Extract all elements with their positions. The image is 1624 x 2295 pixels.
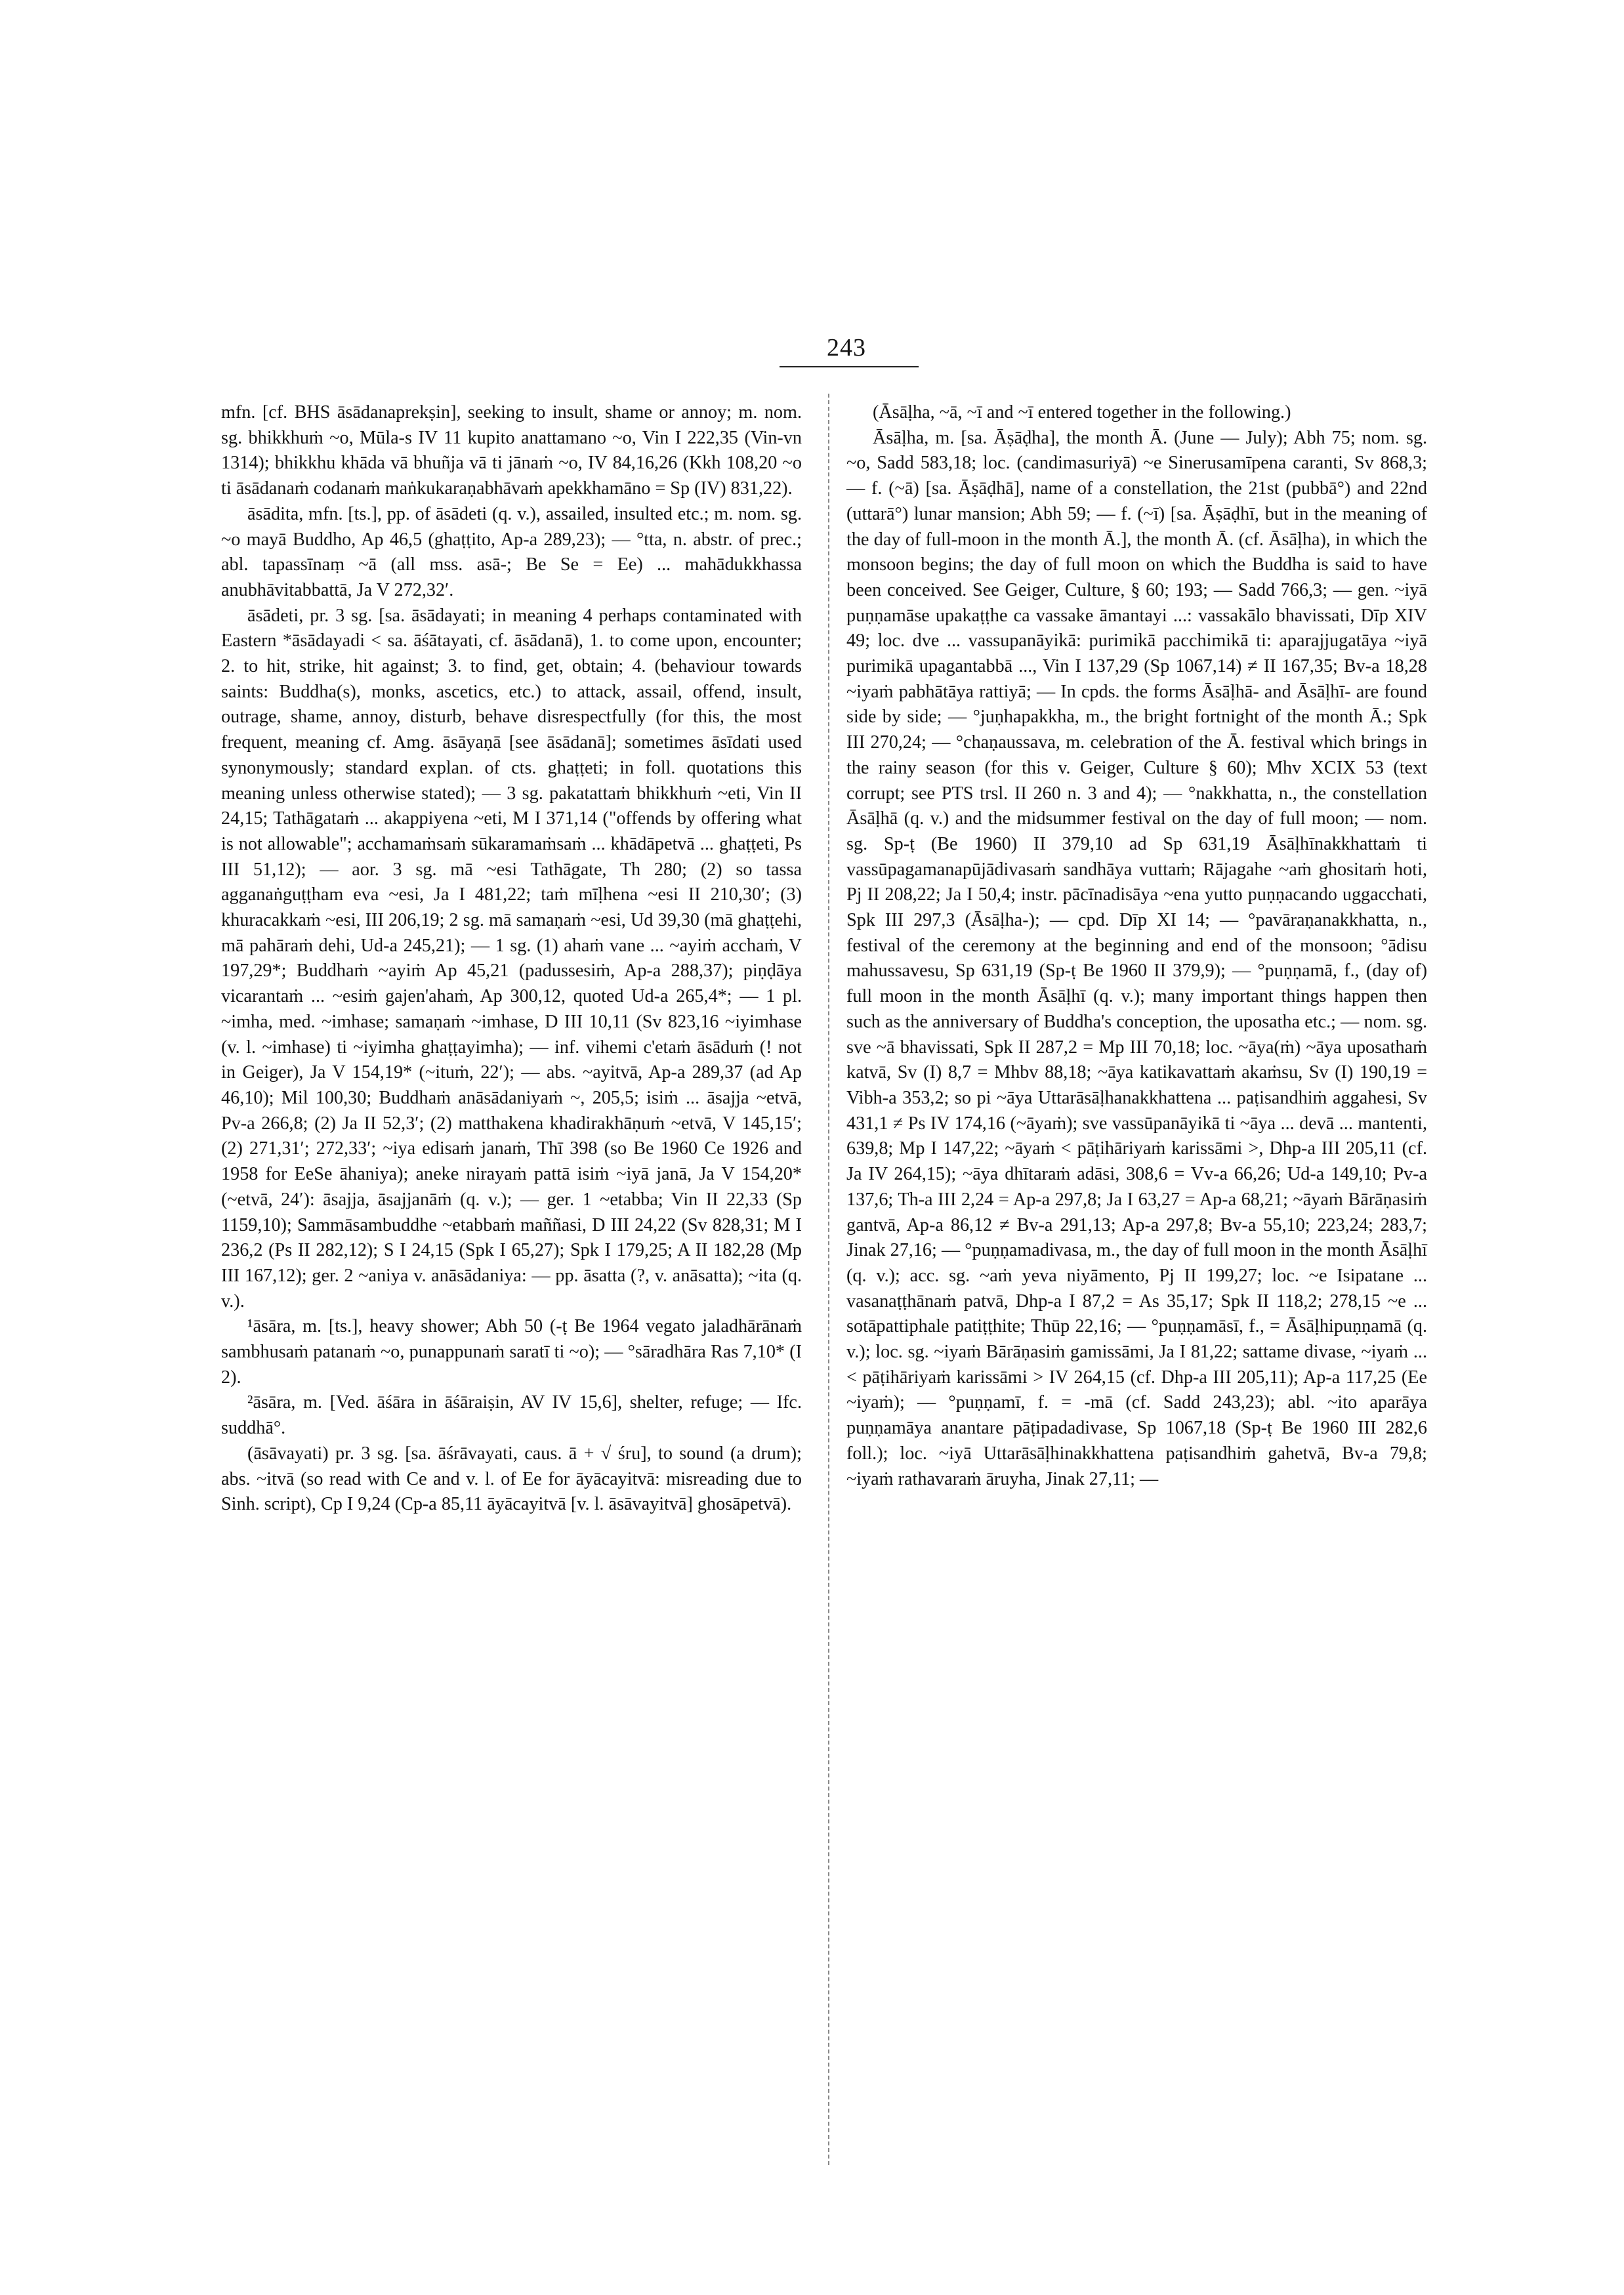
entry-asalha-note: (Āsāḷha, ~ā, ~ī and ~ī entered together in the following.) — [873, 402, 1291, 423]
left-column — [221, 400, 802, 1518]
page-number-rule — [780, 366, 919, 367]
entry-continuation: mfn. [cf. BHS āsādanaprekṣin], seeking to insult, shame or annoy; m. nom. sg. bhikkhuṁ ~o, Mūla-s IV 11 kupito anattamano ~o, Vin I 222,35 (Vin-vn 1314); bhikkhu khāda vā bhuñja vā ti jānaṁ ~o, IV 84,16,26 (Kkh 108,20 ~o ti āsādanaṁ codanaṁ maṅkukaraṇabhāvaṁ apekkhamāno = Sp (IV) 831,22). — [221, 402, 802, 499]
entry-asadita: āsādita, mfn. [ts.], pp. of āsādeti (q. v.), assailed, insulted etc.; m. nom. sg. ~o mayā Buddho, Ap 46,5 (ghaṭṭito, Ap-a 289,23); — °tta, n. abstr. of prec.; abl. tapassīnaṃ ~ā (all mss. asā-; Be Se = Ee) ... mahādukkhassa anubhāvitabbattā, Ja V 272,32′. — [221, 503, 802, 600]
entry-asadeti: āsādeti, pr. 3 sg. [sa. āsādayati; in meaning 4 perhaps contaminated with Eastern *āsādayadi < sa. āśātayati, cf. āsādanā), 1. to come upon, encounter; 2. to hit, strike, hit against; 3. to find, get, obtain; 4. (behaviour towards saints: Buddha(s), monks, ascetics, etc.) to attack, assail, offend, insult, outrage, shame, annoy, disturb, behave disrespectfully (for this, the most frequent, meaning cf. Amg. āsāyaṇā [see āsādanā]; sometimes āsīdati used synonymously; standard explan. of cts. ghaṭṭeti; in foll. quotations this meaning unless otherwise stated); — 3 sg. pakatattaṁ bhikkhuṁ ~eti, Vin II 24,15; Tathāgataṁ ... akappiyena ~eti, M I 371,14 ("offends by offering what is not allowable"; acchamaṁsaṁ sūkaramaṁsaṁ ... khādāpetvā ... ghaṭṭeti, Ps III 51,12); — aor. 3 sg. mā ~esi Tathāgate, Th 280; (2) so tassa agganaṅguṭṭham eva ~esi, Ja I 481,22; taṁ mīḷhena ~esi II 210,30′; (3) khuracakkaṁ ~esi, III 206,19; 2 sg. mā samaṇaṁ ~esi, Ud 39,30 (mā ghaṭṭehi, mā pahāraṁ dehi, Ud-a 245,21); — 1 sg. (1) ahaṁ vane ... ~ayiṁ acchaṁ, V 197,29*; Buddhaṁ ~ayiṁ Ap 45,21 (padussesiṁ, Ap-a 288,37); piṇḍāya vicarantaṁ ... ~esiṁ gajen'ahaṁ, Ap 300,12, quoted Ud-a 265,4*; — 1 pl. ~imha, med. ~imhase; samaṇaṁ ~imhase, D III 10,11 (Sv 823,16 ~iyimhase (v. l. ~imhase) ti ~iyimha ghaṭṭayimha); — inf. vihemi c'etaṁ āsāduṁ (! not in Geiger), Ja V 154,19* (~ituṁ, 22′); — abs. ~ayitvā, Ap-a 289,37 (ad Ap 46,10); Mil 100,30; Buddhaṁ anāsādaniyaṁ ~, 205,5; isiṁ ... āsajja ~etvā, Pv-a 266,8; (2) Ja II 52,3′; (2) matthakena khadirakhāṇuṁ ~etvā, V 145,15′; (2) 271,31′; 272,33′; ~iya edisaṁ janaṁ, Thī 398 (so Be 1960 Ce 1926 and 1958 for EeSe āhaniya); aneke nirayaṁ pattā isiṁ ~iyā janā, Ja V 154,20* (~etvā, 24′): āsajja, āsajjanāṁ (q. v.); — ger. 1 ~etabba; Vin II 22,33 (Sp 1159,10); Sammāsambuddhe ~etabbaṁ maññasi, D III 24,22 (Sv 828,31; M I 236,2 (Ps II 282,12); S I 24,15 (Spk I 65,27); Spk I 179,25; A II 182,28 (Mp III 167,12); ger. 2 ~aniya v. anāsādaniya: — pp. āsatta (?, v. anāsatta); ~ita (q. v.). — [221, 605, 802, 1312]
page-number: 243 — [827, 334, 866, 362]
entry-asavayati: (āsāvayati) pr. 3 sg. [sa. āśrāvayati, caus. ā + √ śru], to sound (a drum); abs. ~itvā (so read with Ce and v. l. of Ee for āyācayitvā: misreading due to Sinh. script), Cp I 9,24 (Cp-a 85,11 āyācayitvā [v. l. āsāvayitvā] ghosāpetvā). — [221, 1443, 802, 1515]
entry-asara-1: ¹āsāra, m. [ts.], heavy shower; Abh 50 (-ṭ Be 1964 vegato jaladhārānaṁ sambhusaṁ patanaṁ ~o, punappunaṁ saratī ti ~o); — °sāradhāra Ras 7,10* (I 2). — [221, 1316, 802, 1388]
entry-asara-2: ²āsāra, m. [Ved. āśāra in āśāraiṣin, AV IV 15,6], shelter, refuge; — Ifc. suddhā°. — [221, 1392, 802, 1439]
column-divider — [828, 394, 831, 2165]
right-column — [846, 400, 1427, 1492]
entry-asalha: Āsāḷha, m. [sa. Āṣāḍha], the month Ā. (June — July); Abh 75; nom. sg. ~o, Sadd 583,18; loc. (candimasuriyā) ~e Sinerusamīpena caranti, Sv 868,3; — f. (~ā) [sa. Āṣāḍhā], name of a constellation, the 21st (pubbā°) and 22nd (uttarā°) lunar mansion; Abh 59; — f. (~ī) [sa. Āṣāḍhī, but in the meaning of the day of full-moon in the month Ā.], the month Ā. (cf. Āsāḷha), in which the monsoon begins; the day of full moon on which the Buddha is said to have been conceived. See Geiger, Culture, § 60; 193; — Sadd 766,3; — gen. ~iyā puṇṇamāse upakaṭṭhe ca vassake āmantayi ...: vassakālo bhavissati, Dīp XIV 49; loc. dve ... vassupanāyikā: purimikā pacchimikā ti: aparajjugatāya ~iyā purimikā upagantabbā ..., Vin I 137,29 (Sp 1067,14) ≠ II 167,35; Bv-a 18,28 ~iyaṁ pabhātāya rattiyā; — In cpds. the forms Āsāḷhā- and Āsāḷhī- are found side by side; — °juṇhapakkha, m., the bright fortnight of the month Ā.; Spk III 270,24; — °chaṇaussava, m. celebration of the Ā. festival which brings in the rainy season (for this v. Geiger, Culture § 60); Mhv XCIX 53 (text corrupt; see PTS trsl. II 260 n. 3 and 4); — °nakkhatta, n., the constellation Āsāḷhā (q. v.) and the midsummer festival on the day of full moon; — nom. sg. Sp-ṭ (Be 1960) II 379,10 ad Sp 631,19 Āsāḷhīnakkhattaṁ ti vassūpagamanapūjādivasaṁ sandhāya vuttaṁ; Rājagahe ~aṁ ghositaṁ hoti, Pj II 208,22; Ja I 50,4; instr. pācīnadisāya ~ena yutto puṇṇacando uggacchati, Spk III 297,3 (Āsāḷha-); — cpd. Dīp XI 14; — °pavāraṇanakkhatta, n., festival of the ceremony at the beginning and end of the monsoon; °ādisu mahussavesu, Sp 631,19 (Sp-ṭ Be 1960 II 379,9); — °puṇṇamā, f., (day of) full moon in the month Āsāḷhī (q. v.); many important things happen then such as the anniversary of Buddha's conception, the uposatha etc.; — nom. sg. sve ~ā bhavissati, Spk II 287,2 = Mp III 70,18; loc. ~āya(ṁ) ~āya uposathaṁ katvā, Sv (I) 8,7 = Mhbv 88,18; ~āya katikavattaṁ akaṁsu, Sv (I) 190,19 = Vibh-a 353,2; so pi ~āya Uttarāsāḷhanakkhattena ... paṭisandhiṁ aggahesi, Sv 431,1 ≠ Ps IV 174,16 (~āyaṁ); sve vassūpanāyikā ti ~āya ... devā ... mantenti, 639,8; Mp I 147,22; ~āyaṁ < pāṭihāriyaṁ karissāmi >, Dhp-a III 205,11 (cf. Ja IV 264,15); ~āya dhītaraṁ adāsi, 308,6 = Vv-a 66,26; Ud-a 149,10; Pv-a 137,6; Th-a III 2,24 = Ap-a 297,8; Ja I 63,27 = Ap-a 68,21; ~āyaṁ Bārāṇasiṁ gantvā, Ap-a 86,12 ≠ Bv-a 291,13; Ap-a 297,8; Bv-a 55,10; 223,24; 283,7; Jinak 27,16; — °puṇṇamadivasa, m., the day of full moon in the month Āsāḷhī (q. v.); acc. sg. ~aṁ yeva niyāmento, Pj II 199,27; loc. ~e Isipatane ... vasanaṭṭhānaṁ patvā, Dhp-a I 87,2 = As 35,17; Spk II 118,2; 278,15 ~e ... sotāpattiphale patiṭṭhite; Thūp 22,16; — °puṇṇamāsī, f., = Āsāḷhipuṇṇamā (q. v.); loc. sg. ~iyaṁ Bārāṇasiṁ gamissāmi, Ja I 81,22; sattame divase, ~iyaṁ ... < pāṭihāriyaṁ karissāmi > IV 264,15 (cf. Dhp-a III 205,11); Ap-a 117,25 (Ee ~iyaṁ); — °puṇṇamī, f. = -mā (cf. Sadd 243,23); abl. ~ito aparāya puṇṇamāya anantare pāṭipadadivase, Sp 1067,18 (Sp-ṭ Be 1960 III 282,6 foll.); loc. ~iyā Uttarāsāḷhinakkhattena paṭisandhiṁ gahetvā, Bv-a 79,8; ~iyaṁ rathavaraṁ āruyha, Jinak 27,11; — — [846, 427, 1427, 1489]
